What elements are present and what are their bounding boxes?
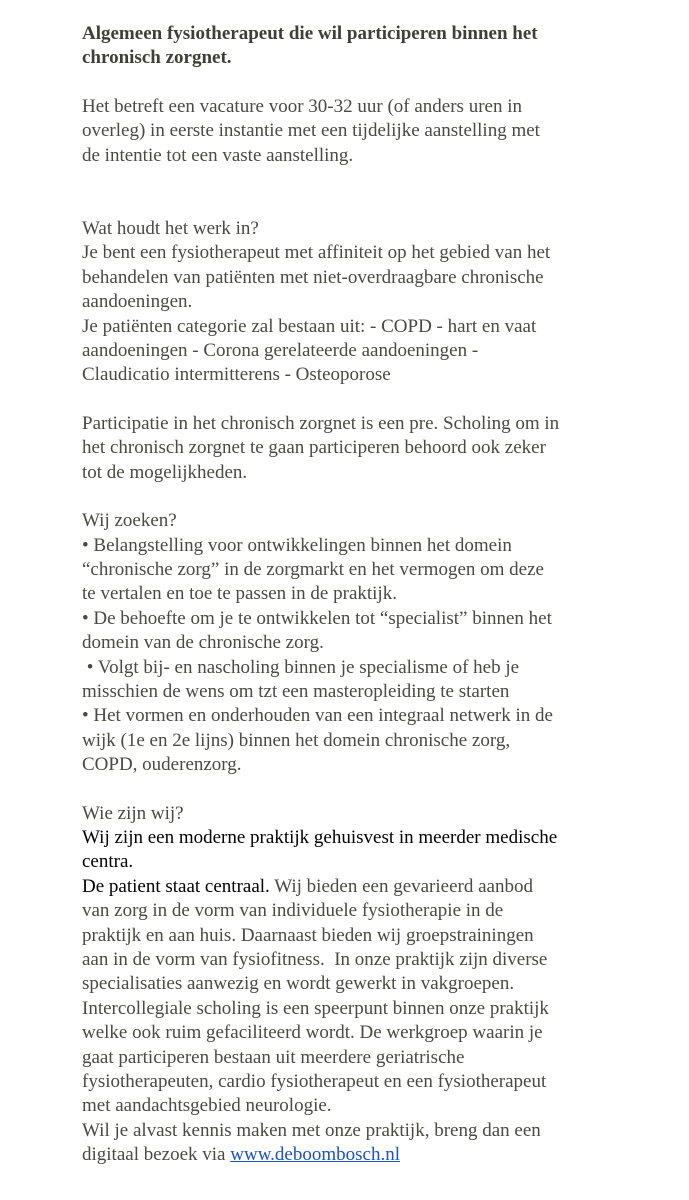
about-last-line (82, 1143, 682, 1167)
seeking-line: misschien de wens om tzt een masteropleiding te starten (82, 680, 510, 702)
participation-line: het chronisch zorgnet te gaan participeren behoord ook zeker (82, 437, 546, 459)
intro-line: Het betreft een vacature voor 30-32 uur (of anders uren in (82, 95, 522, 117)
about-mixed-line (82, 875, 682, 899)
seeking-line: domein van de chronische zorg. (82, 632, 324, 654)
title-line: Algemeen fysiotherapeut die wil participeren binnen het (82, 23, 538, 44)
offer-text: Wij bieden een gevarieerd aanbod (269, 875, 533, 897)
about-line: fysiotherapeuten, cardio fysiotherapeut en een fysiotherapeut (82, 1071, 547, 1093)
about-line: aan in de vorm van fysiofitness. In onze praktijk zijn diverse (82, 949, 548, 970)
title-line: chronisch zorgnet. (82, 47, 232, 69)
work-line: Je patiënten categorie zal bestaan uit: - COPD - hart en vaat (82, 315, 537, 337)
about-dark-line: Wij zijn een moderne praktijk gehuisvest in meerder medische (82, 826, 558, 848)
work-heading: Wat houdt het werk in? (82, 218, 259, 240)
work-line: Je bent een fysiotherapeut met affiniteit op het gebied van het (82, 242, 551, 264)
seeking-line: • Het vormen en onderhouden van een integraal netwerk in de (82, 705, 553, 727)
work-line: aandoeningen. (82, 291, 193, 313)
about-line: specialisaties aanwezig en wordt gewerkt in vakgroepen. (82, 973, 515, 995)
seeking-line: • Volgt bij- en nascholing binnen je specialisme of heb je (82, 656, 520, 678)
participation-line: Participatie in het chronisch zorgnet is een pre. Scholing om in (82, 412, 560, 434)
work-section (82, 217, 682, 388)
vacancy-title (82, 22, 682, 71)
intro-line: de intentie tot een vaste aanstelling. (82, 144, 354, 166)
intro-line: overleg) in eerste instantie met een tijdelijke aanstelling met (82, 120, 540, 142)
about-line: gaat participeren bestaan uit meerdere geriatrische (82, 1046, 465, 1068)
seeking-heading: Wij zoeken? (82, 510, 177, 532)
about-line: met aandachtsgebied neurologie. (82, 1095, 332, 1117)
seeking-line: te vertalen en toe te passen in de praktijk. (82, 583, 397, 605)
vacancy-document (82, 22, 682, 1168)
about-line: praktijk en aan huis. Daarnaast bieden wij groepstrainingen (82, 924, 534, 946)
visit-prefix-text: digitaal bezoek via (82, 1144, 231, 1166)
about-line: Wil je alvast kennis maken met onze praktijk, breng dan een (82, 1119, 541, 1141)
participation-paragraph (82, 412, 682, 485)
seeking-line: “chronische zorg” in de zorgmarkt en het vermogen om deze (82, 558, 544, 580)
intro-paragraph (82, 95, 682, 168)
seeking-line: COPD, ouderenzorg. (82, 754, 242, 776)
patient-central-text: De patient staat centraal. (82, 875, 270, 897)
about-heading: Wie zijn wij? (82, 802, 184, 824)
participation-line: tot de mogelijkheden. (82, 461, 248, 483)
seeking-line: • De behoefte om je te ontwikkelen tot “specialist” binnen het (82, 607, 552, 629)
seeking-section (82, 509, 682, 777)
about-section (82, 802, 682, 1168)
about-line: welke ook ruim gefaciliteerd wordt. De werkgroep waarin je (82, 1022, 543, 1044)
work-line: aandoeningen - Corona gerelateerde aandoeningen - (82, 340, 479, 362)
work-line: behandelen van patiënten met niet-overdraagbare chronische (82, 266, 544, 288)
seeking-line: • Belangstelling voor ontwikkelingen binnen het domein (82, 534, 512, 556)
seeking-line: wijk (1e en 2e lijns) binnen het domein chronische zorg, (82, 729, 511, 751)
about-line: Intercollegiale scholing is een speerpunt binnen onze praktijk (82, 997, 549, 1019)
work-line: Claudicatio intermitterens - Osteoporose (82, 364, 391, 386)
about-dark-line: centra. (82, 851, 134, 873)
about-line: van zorg in de vorm van individuele fysiotherapie in de (82, 900, 504, 922)
website-link[interactable]: www.deboombosch.nl (230, 1144, 400, 1166)
